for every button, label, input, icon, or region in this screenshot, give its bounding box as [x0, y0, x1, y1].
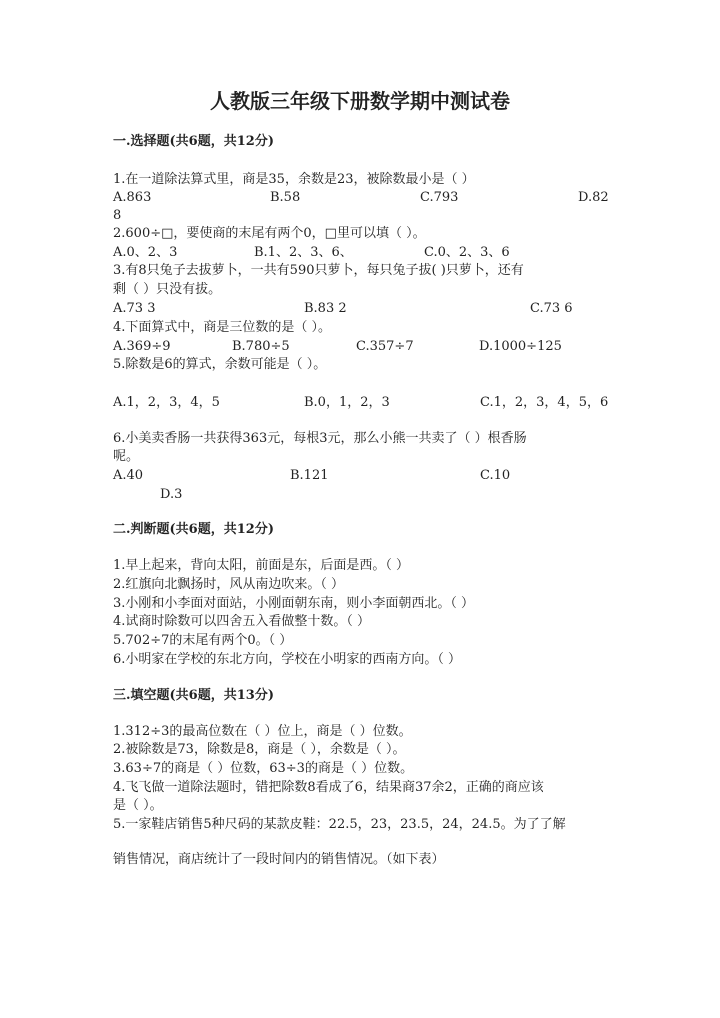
question-stem: 2.600÷□，要使商的末尾有两个0，□里可以填（ ）。 — [113, 226, 426, 241]
question-stem-wrap: 剩（ ）只没有拔。 — [113, 282, 222, 297]
option-b: B.83 2 — [304, 301, 347, 316]
question-stem: 5.除数是6的算式，余数可能是（ ）。 — [113, 357, 327, 372]
list-item: 1.312÷3的最高位数在（ ）位上，商是（ ）位数。 — [113, 724, 412, 739]
list-item: 3.小刚和小李面对面站，小刚面朝东南，则小李面朝西北。（ ） — [113, 596, 475, 611]
list-item: 6.小明家在学校的东北方向，学校在小明家的西南方向。（ ） — [113, 652, 462, 667]
list-item: 5.一家鞋店销售5种尺码的某款皮鞋：22.5，23，23.5，24，24.5。为了了解 — [113, 817, 566, 832]
option-d: D.1000÷125 — [479, 339, 562, 354]
section-heading-judge: 二.判断题(共6题，共12分) — [113, 522, 274, 537]
option-c: C.73 6 — [530, 301, 573, 316]
section-heading-fill: 三.填空题(共6题，共13分) — [113, 688, 274, 703]
option-d: D.3 — [160, 487, 183, 502]
option-c: C.10 — [480, 468, 511, 483]
option-b: B.1、2、3、6、 — [254, 245, 353, 260]
option-d: D.82 — [578, 190, 609, 205]
question-stem: 6.小美卖香肠一共获得363元，每根3元，那么小熊一共卖了（ ）根香肠 — [113, 431, 527, 446]
list-item: 3.63÷7的商是（ ）位数，63÷3的商是（ ）位数。 — [113, 761, 414, 776]
question-stem: 4.下面算式中，商是三位数的是（ ）。 — [113, 320, 332, 335]
option-a: A.73 3 — [113, 301, 156, 316]
option-c: C.357÷7 — [356, 339, 414, 354]
question-stem: 3.有8只兔子去拔萝卜，一共有590只萝卜，每只兔子拔( )只萝卜，还有 — [113, 263, 524, 278]
option-c: C.793 — [420, 190, 459, 205]
option-b: B.780÷5 — [232, 339, 290, 354]
list-item: 2.被除数是73，除数是8，商是（ ），余数是（ ）。 — [113, 742, 406, 757]
list-item: 4.试商时除数可以四舍五入看做整十数。（ ） — [113, 614, 371, 629]
option-a: A.40 — [113, 468, 144, 483]
option-a: A.863 — [113, 190, 152, 205]
option-a: A.0、2、3 — [113, 245, 178, 260]
option-b: B.121 — [290, 468, 329, 483]
list-item: 1.早上起来，背向太阳，前面是东，后面是西。（ ） — [113, 558, 410, 573]
page-title: 人教版三年级下册数学期中测试卷 — [210, 89, 510, 113]
option-c: C.0、2、3、6 — [424, 245, 510, 260]
question-stem: 1.在一道除法算式里，商是35，余数是23，被除数最小是（ ） — [113, 172, 475, 187]
option-a: A.369÷9 — [113, 339, 171, 354]
question-stem-wrap: 呢。 — [113, 449, 140, 464]
option-d-wrap: 8 — [113, 208, 122, 223]
option-b: B.58 — [270, 190, 301, 205]
option-a: A.1，2，3，4，5 — [113, 395, 220, 410]
list-item: 5.702÷7的末尾有两个0。（ ） — [113, 633, 293, 648]
list-item: 4.飞飞做一道除法题时，错把除数8看成了6，结果商37余2，正确的商应该 — [113, 780, 544, 795]
list-item: 2.红旗向北飘扬时，风从南边吹来。（ ） — [113, 577, 345, 592]
option-c: C.1，2，3，4，5，6 — [480, 395, 609, 410]
list-item: 是（ ）。 — [113, 798, 163, 813]
option-b: B.0，1，2，3 — [304, 395, 390, 410]
section-heading-choice: 一.选择题(共6题，共12分) — [113, 134, 274, 149]
list-item-tail: 销售情况，商店统计了一段时间内的销售情况。（如下表） — [113, 852, 445, 867]
